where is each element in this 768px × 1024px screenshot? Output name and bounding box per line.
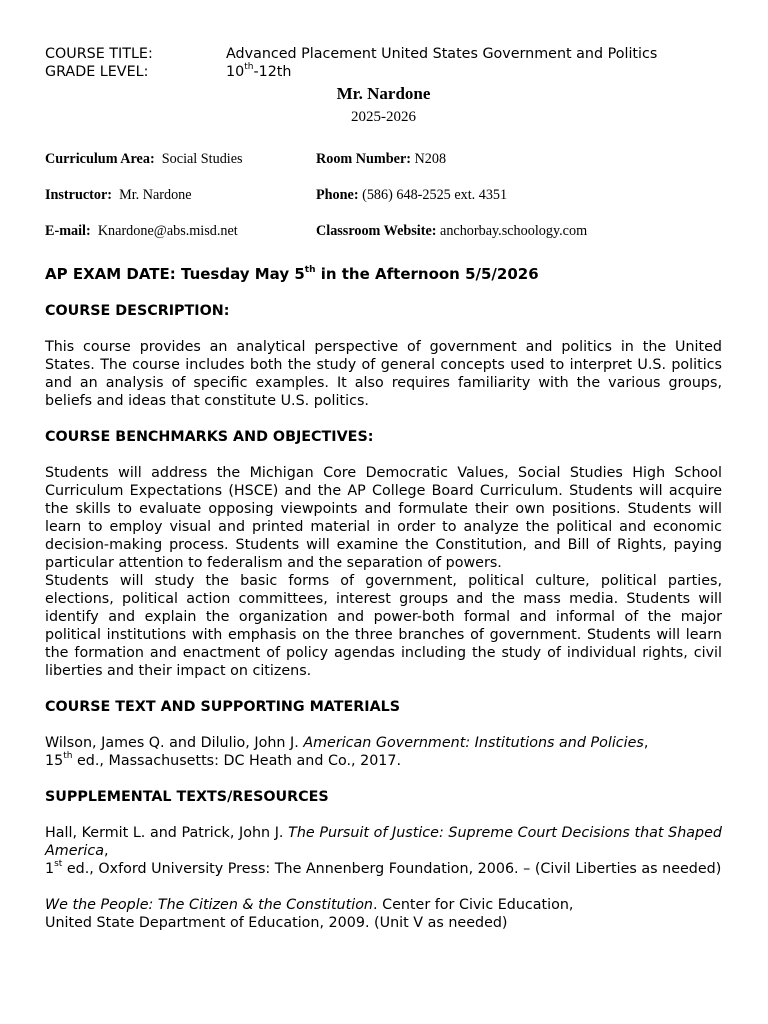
room-number bbox=[316, 150, 446, 168]
phone bbox=[316, 186, 507, 204]
supplemental-resource-2 bbox=[45, 896, 722, 932]
classroom-website-label: Classroom Website: bbox=[316, 223, 437, 239]
classroom-website bbox=[316, 222, 587, 240]
curriculum-area bbox=[45, 150, 243, 168]
instructor-label: Instructor: bbox=[45, 187, 112, 203]
course-info-grid bbox=[45, 150, 722, 258]
exam-date-text: AP EXAM DATE: Tuesday May 5 bbox=[45, 265, 305, 283]
grade-level-number: 10 bbox=[226, 64, 245, 80]
room-number-value: N208 bbox=[414, 151, 447, 167]
email-label: E-mail: bbox=[45, 223, 91, 239]
ap-exam-date bbox=[45, 264, 722, 284]
resource-1-publisher: ed., Oxford University Press: The Annenberg Foundation, 2006. – (Civil Liberties as needed) bbox=[62, 861, 722, 877]
course-title-label: COURSE TITLE: bbox=[45, 46, 153, 62]
textbook-publisher: ed., Massachusetts: DC Heath and Co., 2017. bbox=[72, 753, 402, 769]
email-value[interactable]: Knardone@abs.misd.net bbox=[97, 223, 238, 239]
course-title-row bbox=[45, 45, 722, 63]
course-description-heading: COURSE DESCRIPTION: bbox=[45, 303, 230, 319]
resource-1-edition-number: 1 bbox=[45, 861, 55, 877]
instructor-value: Mr. Nardone bbox=[119, 187, 192, 203]
resource-2-publisher: . Center for Civic Education, bbox=[373, 897, 574, 913]
resource-1-comma: , bbox=[103, 843, 109, 859]
grade-level-superscript: th bbox=[244, 62, 254, 73]
resource-1-edition-superscript: st bbox=[54, 859, 63, 870]
textbook-edition-number: 15 bbox=[45, 753, 64, 769]
grade-level-suffix: -12th bbox=[253, 64, 292, 80]
supplemental-heading: SUPPLEMENTAL TEXTS/RESOURCES bbox=[45, 789, 329, 805]
benchmarks-paragraph-1: Students will address the Michigan Core Democratic Values, Social Studies High School Curriculum Expectations (HSCE) and the AP College Board Curriculum. Students will acquire the skills to evaluate opposing viewpoints and formulate their own positions. Students will learn to employ visual and printed material in order to analyze the political and economic decision-making process. Students will examine the Constitution, and Bill of Rights, paying particular attention to federalism and the separation of powers. bbox=[45, 465, 722, 571]
textbook-title: American Government: Institutions and Policies bbox=[303, 735, 644, 751]
classroom-website-value[interactable]: anchorbay.schoology.com bbox=[440, 223, 588, 239]
materials-heading: COURSE TEXT AND SUPPORTING MATERIALS bbox=[45, 699, 401, 715]
resource-2-title: We the People: The Citizen & the Constitution bbox=[45, 897, 373, 913]
grade-level-label: GRADE LEVEL: bbox=[45, 64, 149, 80]
email bbox=[45, 222, 238, 240]
instructor bbox=[45, 186, 192, 204]
textbook-authors: Wilson, James Q. and Dilulio, John J. bbox=[45, 735, 304, 751]
resource-1-authors: Hall, Kermit L. and Patrick, John J. bbox=[45, 825, 289, 841]
course-title-value: Advanced Placement United States Government and Politics bbox=[226, 46, 658, 62]
teacher-name: Mr. Nardone bbox=[336, 84, 431, 103]
resource-2-line-2: United State Department of Education, 2009. (Unit V as needed) bbox=[45, 915, 508, 931]
supplemental-resource-1 bbox=[45, 824, 722, 878]
textbook-citation bbox=[45, 734, 722, 770]
benchmarks-paragraph-2: Students will study the basic forms of government, political culture, political parties, elections, political action committees, interest groups and the mass media. Students will identify and explain the organization and power-both formal and informal of the major political institutions with emphasis on the three branches of government. Students will learn the formation and enactment of policy agendas including the study of individual rights, civil liberties and their impact on citizens. bbox=[45, 573, 722, 679]
resource-1-title: The Pursuit of Justice: Supreme Court Decisions that Shaped America bbox=[45, 825, 722, 859]
exam-date-suffix: in the Afternoon 5/5/2026 bbox=[315, 265, 539, 283]
syllabus-page bbox=[45, 45, 722, 932]
textbook-edition-superscript: th bbox=[63, 751, 73, 762]
phone-label: Phone: bbox=[316, 187, 359, 203]
grade-level-value bbox=[226, 63, 291, 81]
exam-date-superscript: th bbox=[304, 265, 316, 275]
grade-level-row bbox=[45, 63, 722, 81]
benchmarks-heading: COURSE BENCHMARKS AND OBJECTIVES: bbox=[45, 429, 374, 445]
textbook-comma: , bbox=[643, 735, 649, 751]
curriculum-area-value: Social Studies bbox=[161, 151, 243, 167]
phone-value: (586) 648-2525 ext. 4351 bbox=[362, 187, 508, 203]
school-year: 2025-2026 bbox=[351, 109, 416, 125]
curriculum-area-label: Curriculum Area: bbox=[45, 151, 155, 167]
course-description-text: This course provides an analytical perspective of government and politics in the United States. The course includes both the study of general concepts used to interpret U.S. politics and an analysis of specific examples. It also requires familiarity with the various groups, beliefs and ideas that constitute U.S. politics. bbox=[45, 339, 722, 409]
room-number-label: Room Number: bbox=[316, 151, 411, 167]
